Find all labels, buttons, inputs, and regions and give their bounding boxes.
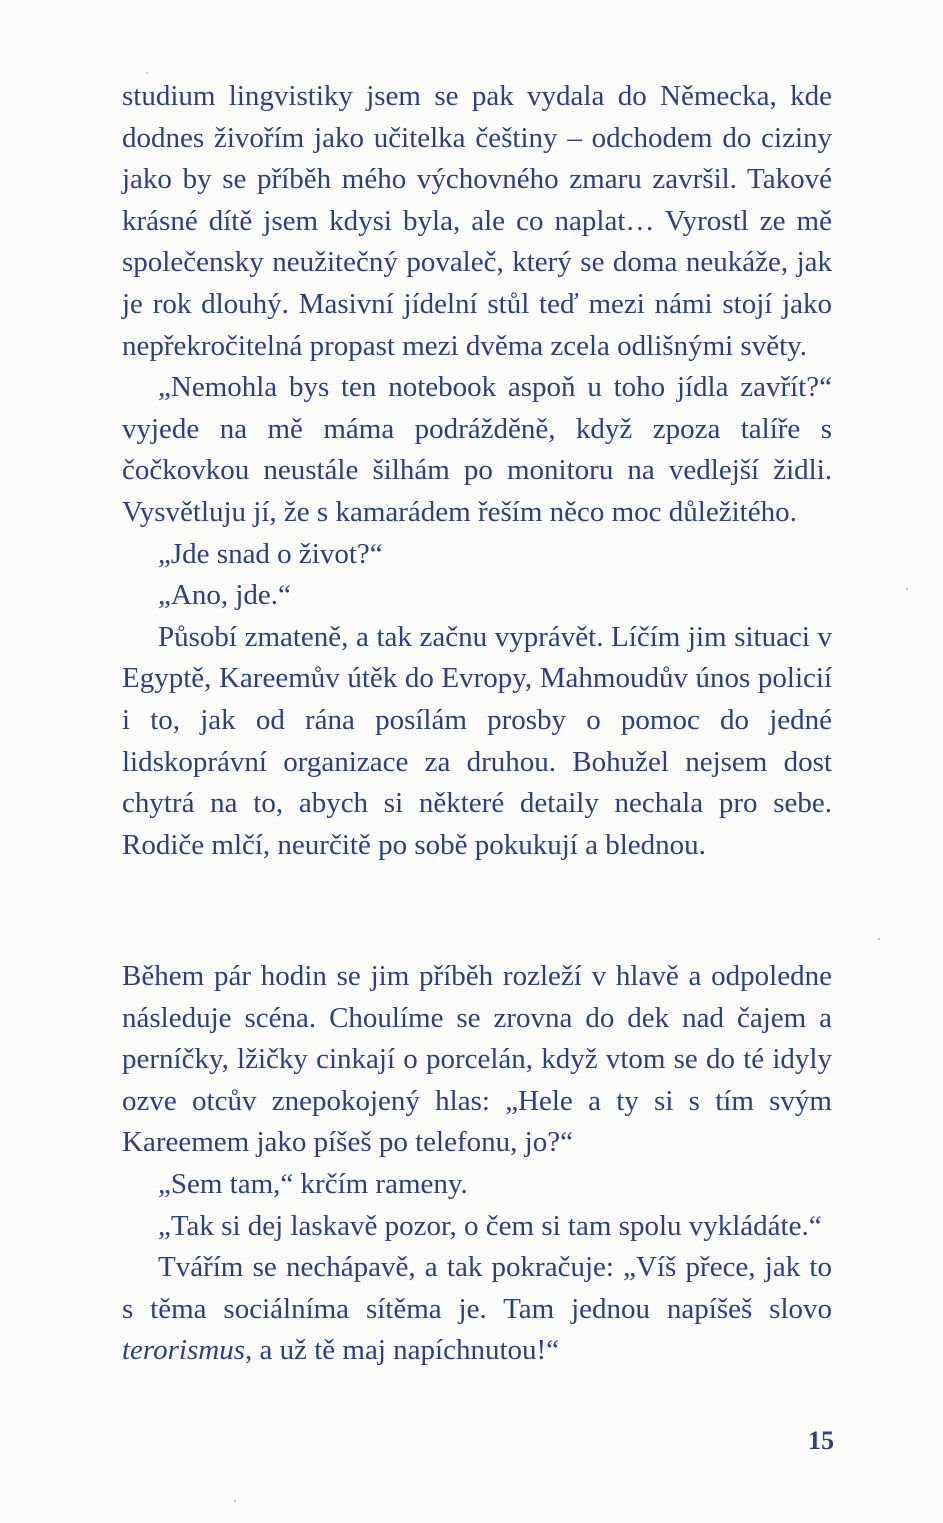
paragraph-dialogue: „Ano, jde.“ bbox=[158, 579, 291, 612]
scan-speck bbox=[906, 588, 908, 590]
paragraph-text: Tvářím se nechápavě, a tak pokračuje: „Víš přece, jak to s těma sociálníma sítěma je. Tam jednou napíšeš slovo bbox=[122, 1251, 832, 1325]
paragraph-dialogue: „Jde snad o život?“ bbox=[158, 537, 383, 570]
paragraph-last bbox=[122, 1247, 832, 1372]
italic-word: terorismus bbox=[122, 1334, 245, 1367]
paragraph-dialogue: „Tak si dej laskavě pozor, o čem si tam spolu vykládáte.“ bbox=[158, 1209, 822, 1242]
text-block-lower bbox=[122, 956, 832, 1372]
paragraph: Působí zmateně, a tak začnu vyprávět. Líčím jim situaci v Egyptě, Kareemův útěk do Evropy, Mahmoudův únos policií i to, jak od rána posílám prosby o pomoc do jedné lidskoprávní organizace za druhou. Bohužel nejsem dost chytrá na to, abych si některé detaily nechala pro sebe. Rodiče mlčí, neurčitě po sobě pokukují a blednou. bbox=[122, 620, 832, 861]
paragraph-dialogue: „Nemohla bys ten notebook aspoň u toho jídla zavřít?“ vyjede na mě máma podrážděně, když zpoza talíře s čočkovkou neustále šilhám po monitoru na vedlejší židli. Vysvětluju jí, že s kamarádem řeším něco moc důležitého. bbox=[122, 371, 832, 528]
paragraph-dialogue: „Sem tam,“ krčím rameny. bbox=[158, 1167, 468, 1200]
text-block-upper bbox=[122, 76, 832, 866]
scan-speck bbox=[234, 1500, 236, 1502]
scan-speck bbox=[878, 938, 880, 940]
paragraph-tail: , a už tě maj napíchnutou!“ bbox=[245, 1334, 560, 1367]
page-number: 15 bbox=[808, 1426, 834, 1455]
paragraph: studium lingvistiky jsem se pak vydala do Německa, kde dodnes živořím jako učitelka češtiny – odchodem do ciziny jako by se příběh mého výchovného zmaru završil. Takové krásné dítě jsem kdysi byla, ale co naplat… Vyrostl ze mě společensky neužitečný povaleč, který se doma neukáže, jak je rok dlouhý. Masivní jídelní stůl teď mezi námi stojí jako nepřekročitelná propast mezi dvěma zcela odlišnými světy. bbox=[122, 80, 832, 362]
scan-speck bbox=[146, 72, 148, 74]
paragraph: Během pár hodin se jim příběh rozleží v hlavě a odpoledne následuje scéna. Choulíme se zrovna do dek nad čajem a perníčky, lžičky cinkají o porcelán, když vtom se do té idyly ozve otcův znepokojený hlas: „Hele a ty si s tím svým Kareemem jako píšeš po telefonu, jo?“ bbox=[122, 960, 832, 1159]
